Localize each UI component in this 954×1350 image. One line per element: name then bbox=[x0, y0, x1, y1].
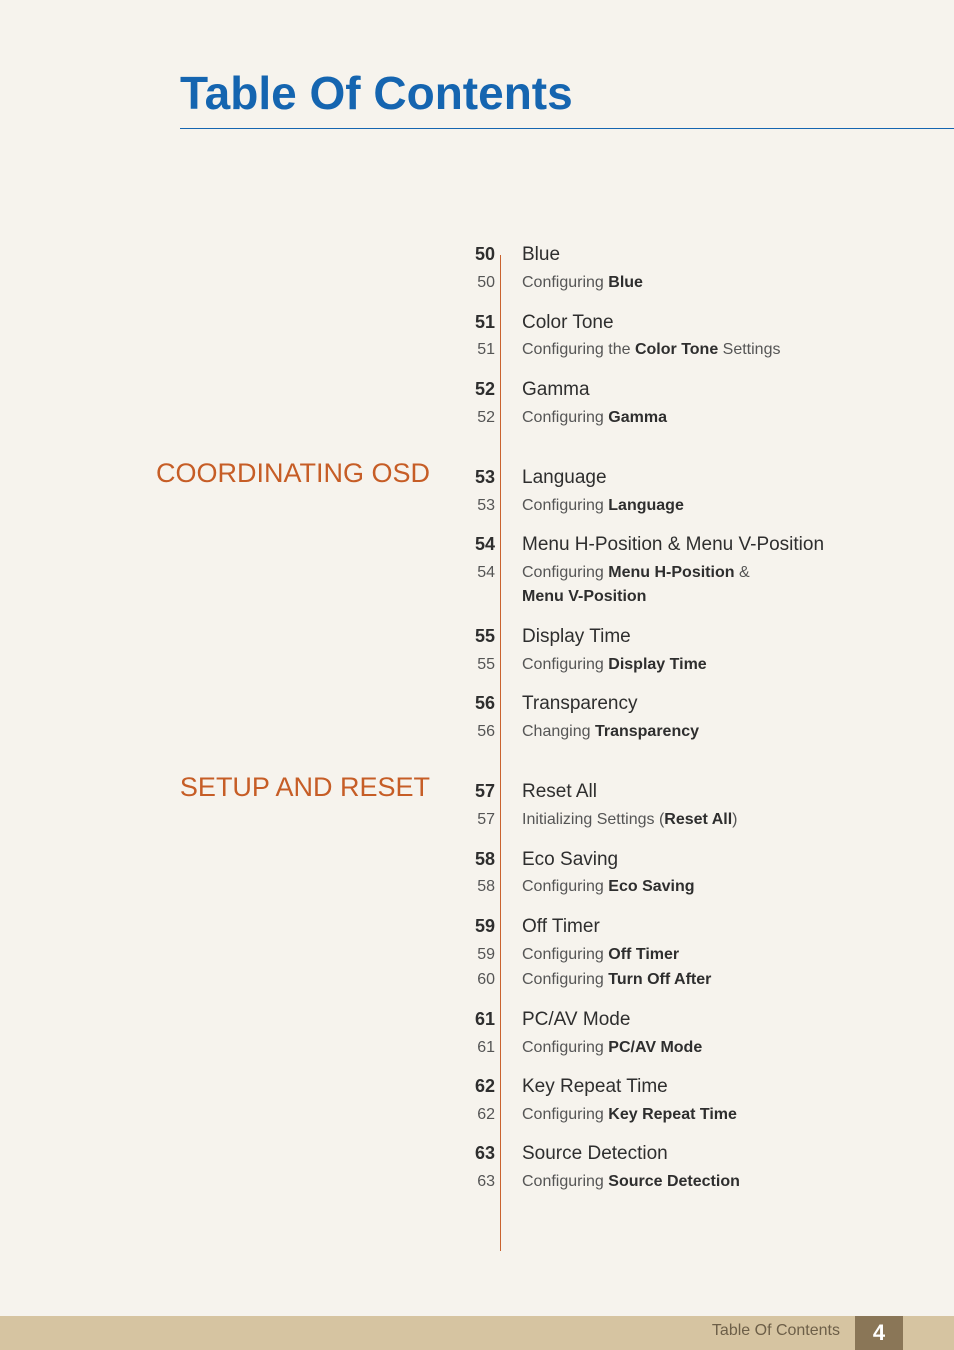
sub-text-post: Settings bbox=[718, 341, 781, 358]
sub-text-bold: Transparency bbox=[594, 723, 700, 740]
sub-text-pre: Configuring bbox=[522, 1173, 609, 1190]
toc-sub-row[interactable] bbox=[420, 409, 940, 433]
heading-text: PC/AV Mode bbox=[522, 1009, 631, 1030]
toc-sub-row[interactable] bbox=[420, 564, 940, 588]
footer-label: Table Of Contents bbox=[711, 1322, 840, 1339]
toc-sub-row[interactable] bbox=[420, 946, 940, 970]
sub-text-pre: Configuring bbox=[522, 409, 609, 426]
sub-text-pre: Configuring bbox=[522, 1039, 609, 1056]
sub-text-bold: Reset All bbox=[664, 811, 733, 828]
toc-sub-row-continuation[interactable] bbox=[420, 588, 940, 612]
toc-sub-row[interactable] bbox=[420, 1106, 940, 1130]
heading-text: Gamma bbox=[522, 379, 590, 400]
toc-heading-row[interactable] bbox=[420, 916, 940, 940]
page-number: 63 bbox=[474, 1143, 495, 1163]
section-label-setup-and-reset: SETUP AND RESET bbox=[179, 772, 430, 802]
page-number: 56 bbox=[474, 693, 495, 713]
page-number: 62 bbox=[474, 1076, 495, 1096]
toc-heading-row[interactable] bbox=[420, 626, 940, 650]
heading-text: Source Detection bbox=[522, 1143, 668, 1164]
sub-text bbox=[522, 497, 684, 515]
toc-heading-row[interactable] bbox=[420, 312, 940, 336]
heading-text: Language bbox=[522, 467, 607, 488]
page-number: 57 bbox=[474, 781, 495, 801]
heading-text: Off Timer bbox=[522, 916, 600, 937]
page-number: 59 bbox=[477, 946, 495, 963]
page-number: 59 bbox=[474, 916, 495, 936]
sub-text-bold: Language bbox=[608, 497, 684, 514]
sub-text bbox=[522, 564, 750, 582]
toc-heading-row[interactable] bbox=[420, 244, 940, 268]
heading-text: Display Time bbox=[522, 626, 631, 647]
toc-sub-row[interactable] bbox=[420, 656, 940, 680]
toc-sub-row[interactable] bbox=[420, 723, 940, 747]
toc-sub-row[interactable] bbox=[420, 274, 940, 298]
sub-text-bold: Color Tone bbox=[634, 341, 719, 358]
page-number: 52 bbox=[474, 379, 495, 399]
sub-text-bold: Display Time bbox=[608, 656, 707, 673]
page-number: 58 bbox=[477, 878, 495, 895]
page-number: 54 bbox=[477, 564, 495, 581]
sub-text-post: & bbox=[734, 564, 750, 581]
toc-heading-row[interactable] bbox=[420, 693, 940, 717]
toc-sub-row[interactable] bbox=[420, 971, 940, 995]
heading-text: Eco Saving bbox=[522, 849, 619, 870]
sub-text-bold: Menu H-Position bbox=[608, 564, 735, 581]
sub-text-bold: PC/AV Mode bbox=[608, 1039, 703, 1056]
sub-text bbox=[522, 656, 707, 674]
page-number: 62 bbox=[477, 1106, 495, 1123]
heading-text: Key Repeat Time bbox=[522, 1076, 668, 1097]
sub-text-bold: Eco Saving bbox=[608, 878, 695, 895]
page-number: 55 bbox=[474, 626, 495, 646]
toc-heading-row[interactable] bbox=[420, 1009, 940, 1033]
sub-text-pre: Changing bbox=[522, 723, 595, 740]
sub-text bbox=[522, 274, 643, 292]
toc-sub-row[interactable] bbox=[420, 497, 940, 521]
toc-heading-row[interactable] bbox=[420, 379, 940, 403]
sub-text bbox=[522, 811, 738, 829]
sub-text-pre: Configuring bbox=[522, 497, 609, 514]
toc-sub-row[interactable] bbox=[420, 811, 940, 835]
sub-text bbox=[522, 946, 679, 964]
toc-heading-row[interactable] bbox=[420, 1076, 940, 1100]
sub-text-pre: Configuring bbox=[522, 656, 609, 673]
footer-bar bbox=[0, 1316, 954, 1350]
sub-text bbox=[522, 878, 695, 896]
toc-heading-row[interactable] bbox=[420, 849, 940, 873]
page-number: 61 bbox=[477, 1039, 495, 1056]
page-number: 51 bbox=[477, 341, 495, 358]
sub-text-pre: Configuring bbox=[522, 564, 609, 581]
sub-text bbox=[522, 1173, 740, 1191]
heading-text: Menu H-Position & Menu V-Position bbox=[522, 534, 825, 555]
toc-heading-row[interactable] bbox=[420, 1143, 940, 1167]
page-number: 57 bbox=[477, 811, 495, 828]
title-rule bbox=[180, 128, 954, 129]
page-number: 55 bbox=[477, 656, 495, 673]
toc-heading-row[interactable] bbox=[420, 781, 940, 805]
page-number: 53 bbox=[474, 467, 495, 487]
toc-heading-row[interactable] bbox=[420, 534, 940, 558]
page-number: 56 bbox=[477, 723, 495, 740]
sub-text-bold: Gamma bbox=[608, 409, 667, 426]
sub-text-pre: Configuring bbox=[522, 878, 609, 895]
heading-text: Blue bbox=[522, 244, 561, 265]
toc-heading-row[interactable] bbox=[420, 467, 940, 491]
sub-text-continuation: Menu V-Position bbox=[522, 588, 647, 605]
sub-text bbox=[522, 1039, 702, 1057]
page-number: 50 bbox=[474, 244, 495, 264]
toc-sub-row[interactable] bbox=[420, 878, 940, 902]
page-number: 63 bbox=[477, 1173, 495, 1190]
heading-text: Reset All bbox=[522, 781, 597, 802]
toc-sub-row[interactable] bbox=[420, 1173, 940, 1197]
sub-text bbox=[522, 971, 711, 989]
sub-text bbox=[522, 1106, 737, 1124]
section-label-coordinating-osd: COORDINATING OSD bbox=[155, 458, 430, 488]
toc-sub-row[interactable] bbox=[420, 341, 940, 365]
toc-sub-row[interactable] bbox=[420, 1039, 940, 1063]
sub-text-pre: Configuring bbox=[522, 1106, 609, 1123]
sub-text-bold: Key Repeat Time bbox=[608, 1106, 737, 1123]
sub-text-bold: Turn Off After bbox=[608, 971, 712, 988]
sub-text bbox=[522, 723, 699, 741]
page-number: 52 bbox=[477, 409, 495, 426]
sub-text-bold: Blue bbox=[608, 274, 643, 291]
sub-text-pre: Configuring bbox=[522, 946, 609, 963]
heading-text: Color Tone bbox=[522, 312, 614, 333]
sub-text-pre: Configuring bbox=[522, 274, 609, 291]
page-number-badge: 4 bbox=[855, 1316, 903, 1350]
page-number: 60 bbox=[477, 971, 495, 988]
sub-text-bold: Off Timer bbox=[608, 946, 680, 963]
page-title: Table Of Contents bbox=[180, 67, 573, 119]
page-number: 54 bbox=[474, 534, 495, 554]
page-number: 53 bbox=[477, 497, 495, 514]
toc-divider-line bbox=[500, 255, 501, 1251]
sub-text-bold: Source Detection bbox=[608, 1173, 740, 1190]
sub-text-pre: Configuring the bbox=[522, 341, 635, 358]
page-number: 51 bbox=[474, 312, 495, 332]
page-number: 50 bbox=[477, 274, 495, 291]
sub-text bbox=[522, 341, 780, 359]
page-number: 61 bbox=[474, 1009, 495, 1029]
page-number: 58 bbox=[474, 849, 495, 869]
sub-text-pre: Initializing Settings ( bbox=[522, 811, 665, 828]
heading-text: Transparency bbox=[522, 693, 638, 714]
sub-text-post: ) bbox=[732, 811, 738, 828]
sub-text bbox=[522, 409, 667, 427]
sub-text-pre: Configuring bbox=[522, 971, 609, 988]
